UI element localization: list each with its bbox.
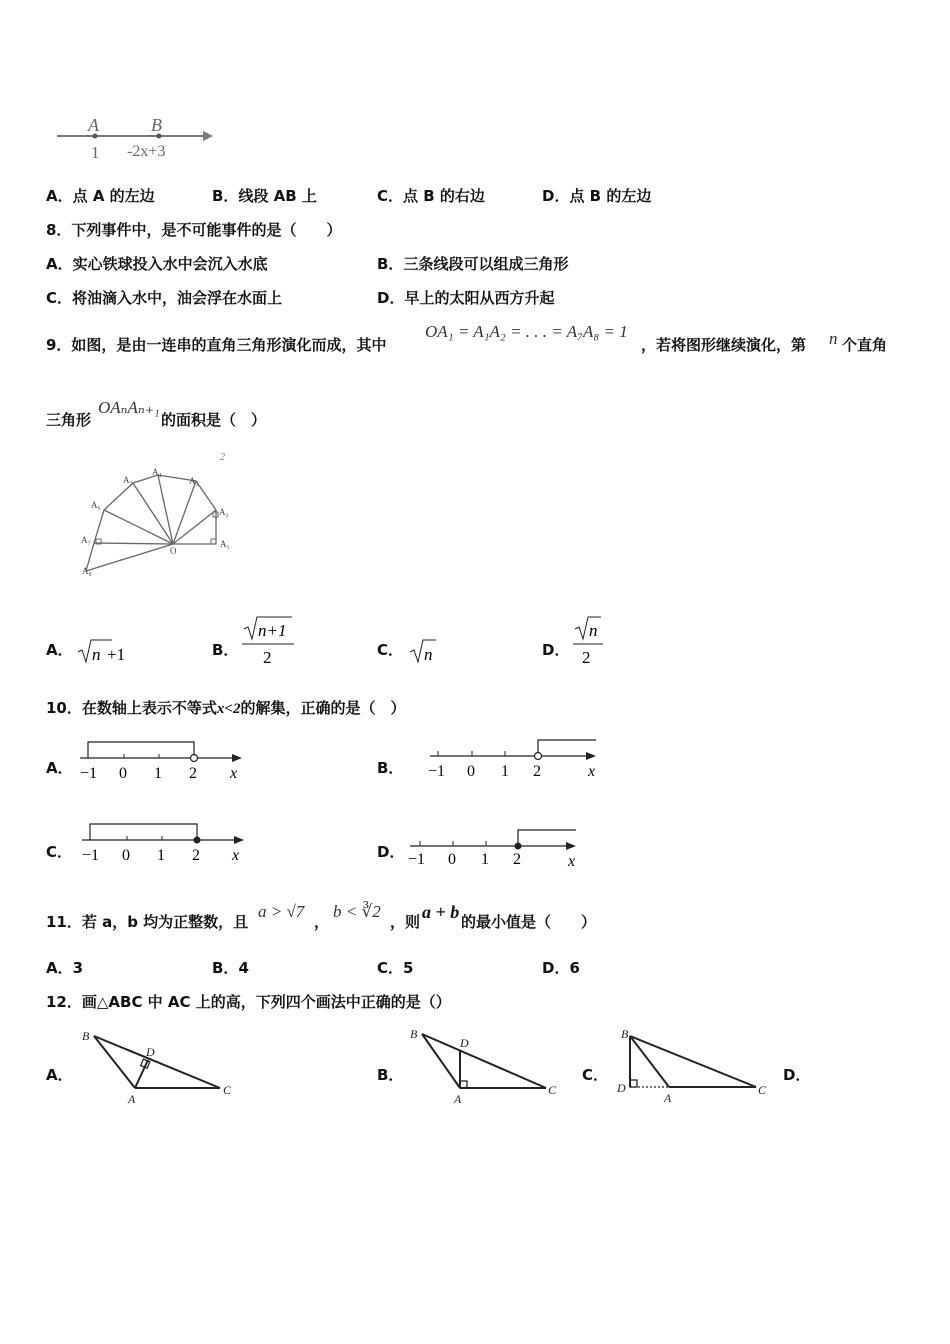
svg-text:0: 0 (448, 851, 456, 868)
q9-option-b-math (240, 614, 298, 670)
q9-option-b-letter[interactable]: B． (212, 641, 239, 659)
svg-text:B: B (410, 1027, 418, 1041)
q10-option-c[interactable]: C． (46, 843, 73, 861)
svg-text:D: D (146, 1045, 155, 1059)
svg-text:1: 1 (501, 763, 509, 780)
svg-text:C: C (548, 1083, 557, 1097)
svg-text:1: 1 (481, 851, 489, 868)
svg-text:C: C (758, 1083, 767, 1097)
svg-text:A: A (128, 1092, 136, 1106)
q11-cond2: b < ∛2 (333, 902, 381, 921)
q9-option-d-math (571, 614, 605, 670)
q12-stem: 12．画△ABC 中 AC 上的高，下列四个画法中正确的是（） (46, 993, 451, 1011)
q9-stem-part3: 个直角 (842, 336, 888, 354)
q8-option-c[interactable]: C．将油滴入水中，油会浮在水面上 (46, 289, 283, 307)
svg-text:2: 2 (189, 765, 197, 782)
q8-option-d[interactable]: D．早上的太阳从西方升起 (377, 289, 555, 307)
q10-stem: 10．在数轴上表示不等式x<2的解集，正确的是（ ） (46, 699, 406, 717)
q9-stem-part2: ，若将图形继续演化，第 (641, 336, 807, 354)
svg-text:x: x (232, 847, 240, 864)
q9-spiral-figure (76, 448, 246, 580)
q7-option-b[interactable]: B．线段 AB 上 (212, 187, 317, 205)
q11-sep: ， (314, 913, 330, 931)
svg-text:x: x (230, 765, 238, 782)
q10-option-a[interactable]: A． (46, 759, 73, 777)
svg-text:x: x (588, 763, 596, 780)
svg-text:2: 2 (192, 847, 200, 864)
q9-triangle-name: OAₙAₙ₊₁ (98, 398, 160, 417)
svg-text:1: 1 (154, 765, 162, 782)
q9-corner-note: 2 (220, 452, 225, 463)
svg-text:A: A (454, 1092, 462, 1106)
q11-stem-pre: 11．若 a，b 均为正整数，且 (46, 913, 249, 931)
q9-label-a5: A₅ (123, 475, 133, 485)
q9-option-d-denom: 2 (582, 648, 591, 667)
q9-label-a1: A₁ (220, 539, 230, 549)
q12-option-b[interactable]: B． (377, 1066, 404, 1084)
q11-stem-post: 的最小值是（ ） (461, 913, 597, 931)
q9-option-a-math (76, 636, 136, 668)
q7-option-d[interactable]: D．点 B 的左边 (542, 187, 652, 205)
q9-option-d-letter[interactable]: D． (542, 641, 570, 659)
q12-option-b-triangle (408, 1024, 563, 1106)
q9-stem-part1: 9．如图，是由一连串的直角三角形演化而成，其中 (46, 336, 387, 354)
q11-option-d[interactable]: D．6 (542, 959, 580, 977)
q9-label-o: O (170, 546, 177, 556)
q9-label-a4: A₄ (152, 467, 162, 477)
svg-text:B: B (82, 1029, 90, 1043)
q10-option-b[interactable]: B． (377, 759, 404, 777)
q9-label-a8: A₈ (82, 566, 92, 576)
q9-option-b-numer: n+1 (258, 621, 287, 640)
q10-option-c-numberline (80, 818, 250, 868)
q11-stem-mid: ，则 (390, 913, 421, 931)
q12-option-c[interactable]: C． (582, 1066, 609, 1084)
q9-option-c-letter[interactable]: C． (377, 641, 404, 659)
svg-text:B: B (621, 1027, 629, 1041)
q7-option-c[interactable]: C．点 B 的右边 (377, 187, 485, 205)
svg-text:D: D (617, 1081, 626, 1095)
q7-val-a: 1 (91, 143, 100, 162)
svg-text:x: x (568, 853, 576, 870)
q9-option-c-radicand: n (424, 645, 433, 664)
q9-option-c-math (408, 636, 438, 668)
q10-option-b-numberline (426, 736, 606, 786)
svg-text:C: C (223, 1083, 232, 1097)
q9-option-a-rest: +1 (107, 645, 126, 664)
svg-text:D: D (460, 1036, 469, 1050)
q12-option-c-triangle (614, 1026, 774, 1106)
q10-option-d-numberline (406, 820, 586, 870)
svg-text:1: 1 (157, 847, 165, 864)
q7-number-line-figure (55, 112, 220, 164)
q9-stem-line2-post: 的面积是（ ） (161, 411, 267, 429)
q7-val-b: -2x+3 (127, 143, 166, 160)
q9-option-a-letter[interactable]: A． (46, 641, 73, 659)
q9-var-n: n (829, 329, 838, 348)
svg-text:−1: −1 (428, 763, 446, 780)
q9-formula: OA₁ = A₁A₂ = . . . = A₇A₈ = 1 (425, 322, 628, 341)
q7-point-b-label: B (151, 115, 162, 135)
q9-stem-line2-pre: 三角形 (46, 411, 92, 429)
q9-option-d-numer: n (589, 621, 598, 640)
q7-point-a-label: A (88, 115, 99, 135)
svg-text:−1: −1 (80, 765, 98, 782)
q8-stem: 8．下列事件中，是不可能事件的是（ ） (46, 221, 342, 239)
q11-cond1: a > √7 (258, 902, 305, 921)
q8-option-b[interactable]: B．三条线段可以组成三角形 (377, 255, 569, 273)
q8-option-a[interactable]: A．实心铁球投入水中会沉入水底 (46, 255, 268, 273)
q12-option-a[interactable]: A． (46, 1066, 73, 1084)
q11-option-b[interactable]: B．4 (212, 959, 249, 977)
q9-label-a7: A₇ (81, 535, 91, 545)
q10-option-d[interactable]: D． (377, 843, 405, 861)
svg-text:2: 2 (533, 763, 541, 780)
q12-option-a-triangle (80, 1026, 235, 1108)
q9-option-b-denom: 2 (263, 648, 272, 667)
svg-text:2: 2 (513, 851, 521, 868)
svg-text:0: 0 (122, 847, 130, 864)
svg-text:−1: −1 (82, 847, 100, 864)
q11-option-c[interactable]: C．5 (377, 959, 414, 977)
q9-label-a3: A₃ (189, 476, 199, 486)
q9-label-a2: A₂ (219, 507, 229, 517)
svg-text:0: 0 (119, 765, 127, 782)
q9-option-a-radicand: n (92, 645, 101, 664)
q11-expr: a + b (422, 902, 460, 922)
q9-label-a6: A₆ (91, 500, 101, 510)
q10-option-a-numberline (78, 736, 248, 786)
q7-option-a[interactable]: A．点 A 的左边 (46, 187, 155, 205)
svg-text:−1: −1 (408, 851, 426, 868)
q12-option-d[interactable]: D． (783, 1066, 811, 1084)
q11-option-a[interactable]: A．3 (46, 959, 84, 977)
svg-text:A: A (664, 1091, 672, 1105)
svg-text:0: 0 (467, 763, 475, 780)
